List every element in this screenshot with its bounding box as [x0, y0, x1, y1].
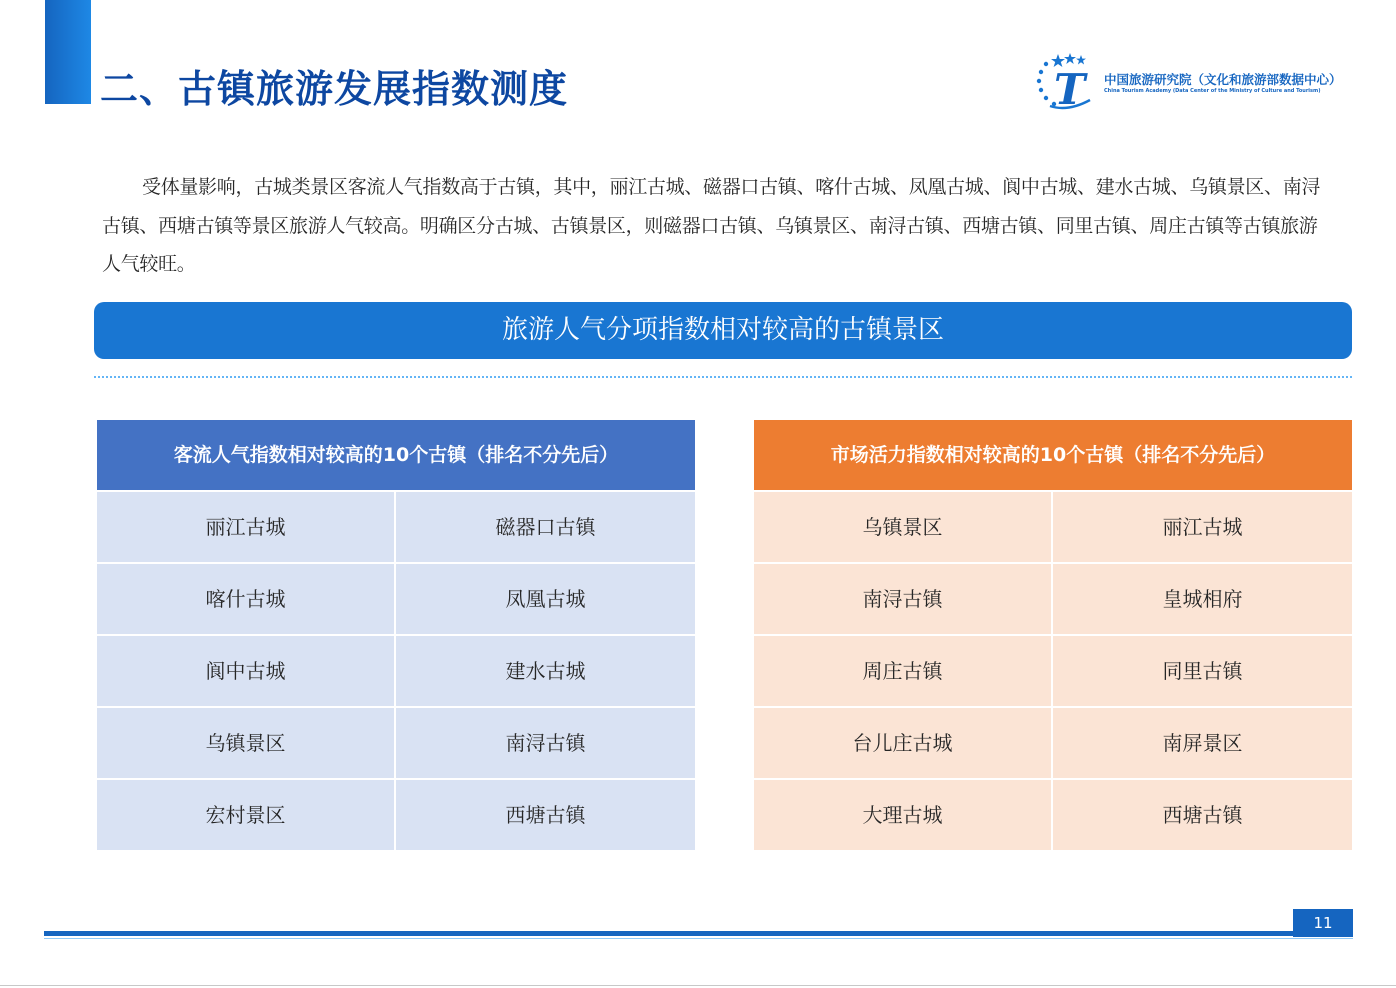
academy-logo: [1034, 50, 1356, 114]
town-cell: 建水古城: [396, 636, 695, 708]
town-cell: 宏村景区: [97, 780, 396, 850]
page-title: 二、古镇旅游发展指数测度: [100, 67, 569, 111]
title-accent-bar: [45, 0, 91, 104]
town-cell: 丽江古城: [97, 492, 396, 564]
town-cell: 同里古镇: [1053, 636, 1352, 708]
market-vitality-panel: [754, 420, 1352, 850]
town-grid: [97, 492, 695, 850]
academy-logo-icon: [1034, 50, 1098, 114]
town-cell: 丽江古城: [1053, 492, 1352, 564]
logo-text-cn: 中国旅游研究院（文化和旅游部数据中心）: [1104, 72, 1342, 87]
town-cell: 台儿庄古城: [754, 708, 1053, 780]
town-cell: 皇城相府: [1053, 564, 1352, 636]
footer-rule: [44, 931, 1353, 936]
logo-letter: T: [1054, 65, 1086, 114]
town-cell: 磁器口古镇: [396, 492, 695, 564]
town-cell: 乌镇景区: [97, 708, 396, 780]
intro-paragraph: 受体量影响，古城类景区客流人气指数高于古镇，其中，丽江古城、磁器口古镇、喀什古城、凤凰古城、阆中古城、建水古城、乌镇景区、南浔古镇、西塘古镇等景区旅游人气较高。明确区分古城、古镇景区，则磁器口古镇、乌镇景区、南浔古镇、西塘古镇、同里古镇、周庄古镇等古镇旅游人气较旺。: [102, 176, 1321, 275]
town-cell: 南浔古镇: [396, 708, 695, 780]
town-cell: 阆中古城: [97, 636, 396, 708]
town-cell: 西塘古镇: [396, 780, 695, 850]
page-number: 11: [1293, 909, 1353, 937]
bottom-edge-line: [0, 985, 1396, 986]
town-cell: 南屏景区: [1053, 708, 1352, 780]
section-banner: 旅游人气分项指数相对较高的古镇景区: [94, 302, 1352, 359]
town-grid: [754, 492, 1352, 850]
town-cell: 南浔古镇: [754, 564, 1053, 636]
town-cell: 西塘古镇: [1053, 780, 1352, 850]
town-cell: 乌镇景区: [754, 492, 1053, 564]
panel-header: 客流人气指数相对较高的10个古镇（排名不分先后）: [97, 420, 695, 490]
passenger-popularity-panel: [97, 420, 695, 850]
town-cell: 喀什古城: [97, 564, 396, 636]
footer-rule-thin: [44, 938, 1353, 939]
town-cell: 凤凰古城: [396, 564, 695, 636]
town-cell: 大理古城: [754, 780, 1053, 850]
town-cell: 周庄古镇: [754, 636, 1053, 708]
panel-header: 市场活力指数相对较高的10个古镇（排名不分先后）: [754, 420, 1352, 490]
logo-text-en: China Tourism Academy (Data Center of the Ministry of Culture and Tourism): [1104, 88, 1321, 94]
dotted-divider: [94, 376, 1352, 378]
